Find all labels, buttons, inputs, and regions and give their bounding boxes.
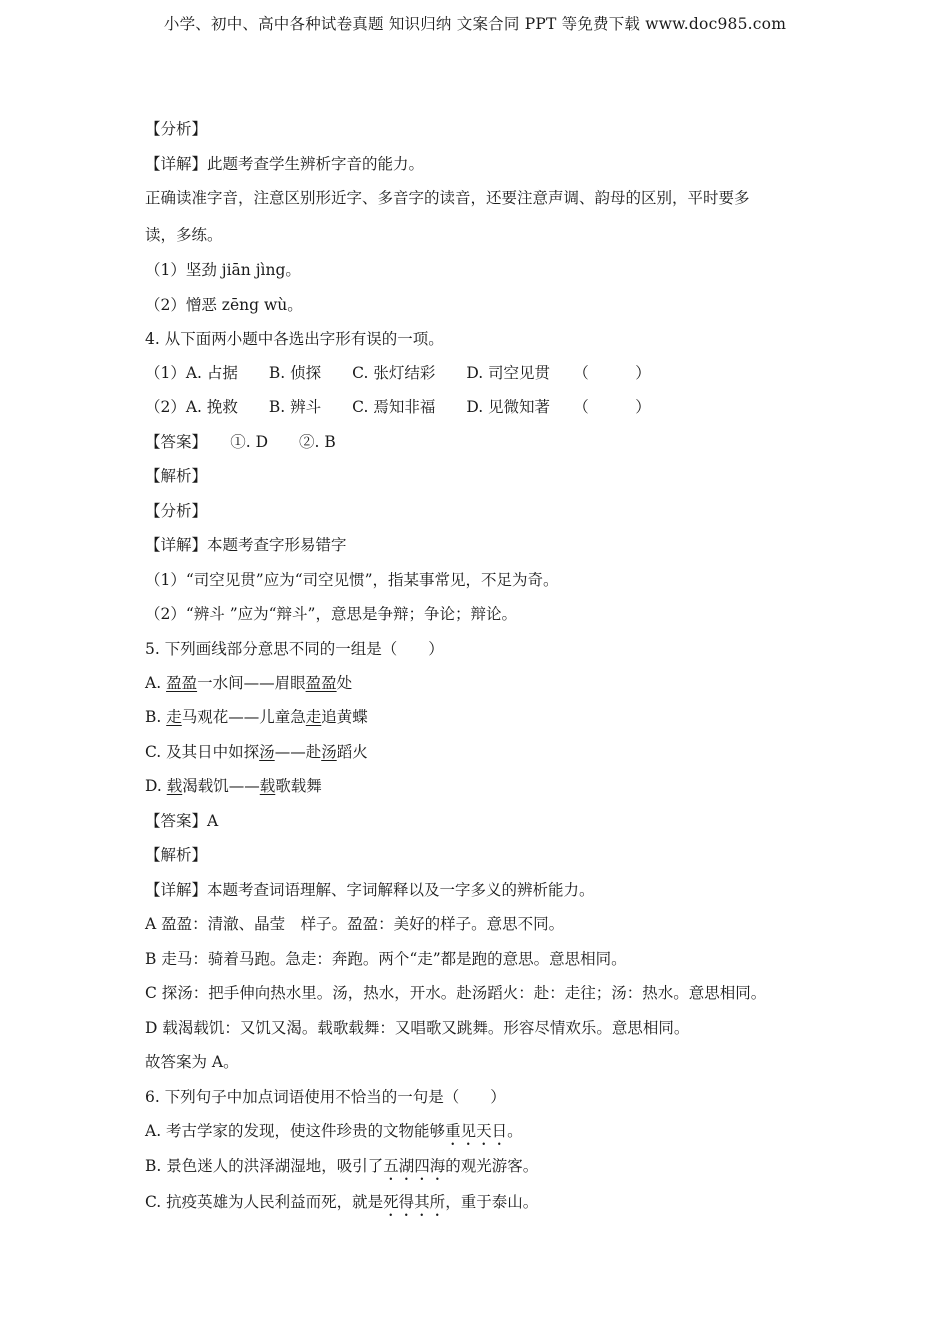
underlined-word: 盈盈 [305,674,337,692]
text-line: 【详解】本题考查字形易错字 [145,536,347,554]
text-line: 【分析】 [145,120,208,138]
answer-line: 【答案】 ①. D ②. B [145,433,336,451]
question-5-option-a: A. 盈盈一水间——眉眼盈盈处 [145,674,353,692]
underlined-word: 汤 [259,743,275,761]
dotted-phrase: 重见天日 [445,1122,508,1140]
question-6-option-b: B. 景色迷人的洪泽湖湿地，吸引了五湖四海的观光游客。 [145,1157,539,1175]
text-line: （2）憎恶 zēng wù。 [145,296,303,314]
answer-line: 【答案】A [145,812,219,830]
site-banner: 小学、初中、高中各种试卷真题 知识归纳 文案合同 PPT 等免费下载 www.doc985.com [163,15,787,33]
text-line: 【解析】 [145,467,208,485]
question-5-option-d: D. 载渴载饥——载歌载舞 [145,777,322,795]
underlined-word: 汤 [321,743,337,761]
text-line: A 盈盈：清澈、晶莹 样子。盈盈：美好的样子。意思不同。 [145,915,565,933]
question-5-option-c: C. 及其日中如探汤——赴汤蹈火 [145,743,368,761]
question-4-title: 4. 从下面两小题中各选出字形有误的一项。 [145,330,444,348]
text-line: C 探汤：把手伸向热水里。汤，热水，开水。赴汤蹈火：赴：走往；汤：热水。意思相同。 [145,984,767,1002]
text-line: 读，多练。 [145,226,223,244]
underlined-word: 载 [259,777,276,795]
dotted-phrase: 死得其所 [383,1193,446,1211]
underlined-word: 走 [305,708,322,726]
text-line: 【详解】本题考查词语理解、字词解释以及一字多义的辨析能力。 [145,881,595,899]
underlined-word: 载 [166,777,183,795]
text-line: 故答案为 A。 [145,1053,239,1071]
text-line: 【详解】此题考查学生辨析字音的能力。 [145,155,425,173]
question-4-options-1: （1）A. 占据 B. 侦探 C. 张灯结彩 D. 司空见贯 （ ） [145,364,651,382]
underlined-word: 走 [166,708,182,726]
text-line: 【解析】 [145,846,208,864]
text-line: （1）“司空见贯”应为“司空见惯”，指某事常见，不足为奇。 [145,571,559,589]
question-4-options-2: （2）A. 挽救 B. 辨斗 C. 焉知非福 D. 见微知著 （ ） [145,398,651,416]
text-line: 【分析】 [145,502,208,520]
question-5-title: 5. 下列画线部分意思不同的一组是（ ） [145,640,444,658]
dotted-phrase: 五湖四海 [383,1157,446,1175]
question-5-option-b: B. 走马观花——儿童急走追黄蝶 [145,708,368,726]
underlined-word: 盈盈 [166,674,198,692]
text-line: D 载渴载饥：又饥又渴。载歌载舞：又唱歌又跳舞。形容尽情欢乐。意思相同。 [145,1019,690,1037]
text-line: （2）“辨斗 ”应为“辩斗”，意思是争辩；争论；辩论。 [145,605,517,623]
text-line: 正确读准字音，注意区别形近字、多音字的读音，还要注意声调、韵母的区别，平时要多 [145,189,750,207]
question-6-option-a: A. 考古学家的发现，使这件珍贵的文物能够重见天日。 [145,1122,523,1140]
text-line: （1）坚劲 jiān jìng。 [145,261,301,279]
question-6-option-c: C. 抗疫英雄为人民利益而死，就是死得其所，重于泰山。 [145,1193,539,1211]
question-6-title: 6. 下列句子中加点词语使用不恰当的一句是（ ） [145,1088,506,1106]
text-line: B 走马：骑着马跑。急走：奔跑。两个“走”都是跑的意思。意思相同。 [145,950,627,968]
